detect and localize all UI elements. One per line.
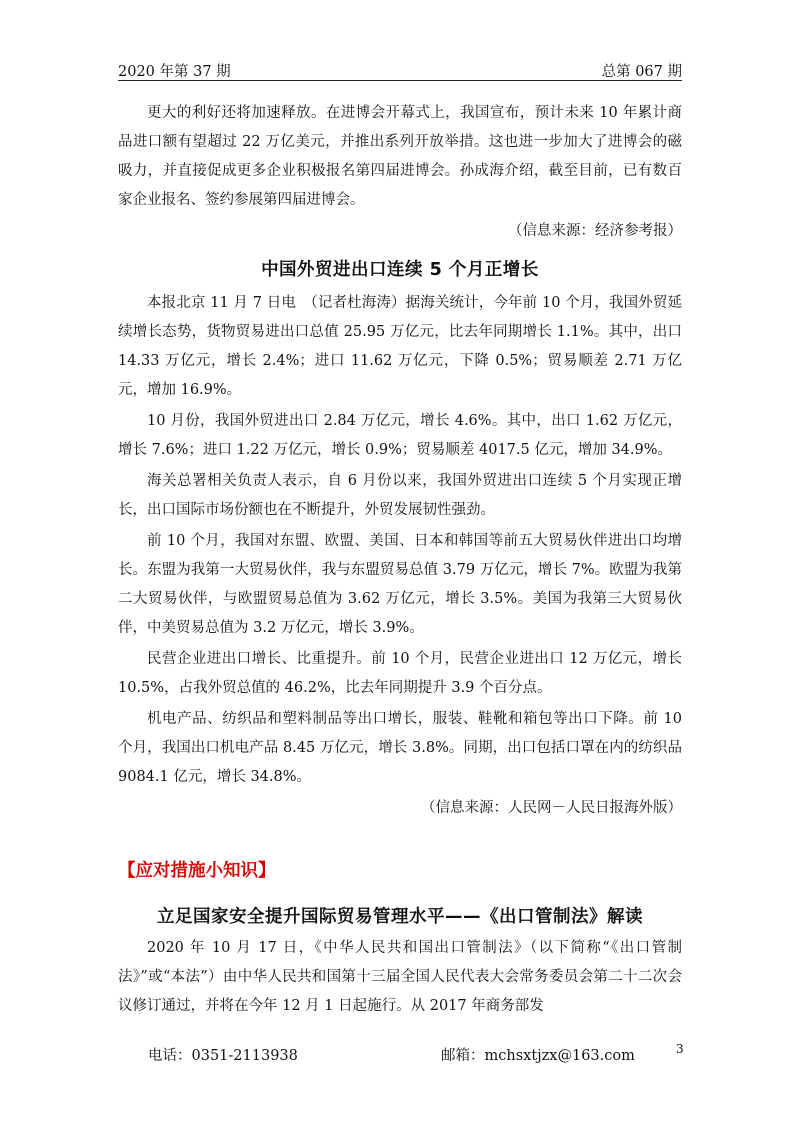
- total-issue-number: 总第 067 期: [601, 64, 682, 80]
- article1-source: （信息来源：人民网－人民日报海外版）: [421, 800, 682, 816]
- section-label: 【应对措施小知识】: [118, 861, 276, 881]
- article2-title: 立足国家安全提升国际贸易管理水平——《出口管制法》解读: [157, 907, 643, 927]
- article1-paragraph: 10 月份，我国外贸进出口 2.84 万亿元，增长 4.6%。其中，出口 1.62 万亿元，增长 7.6%；进口 1.22 万亿元，增长 0.9%；贸易顺差 4017.5 亿元，增加 34.9%。: [118, 413, 682, 458]
- article1-paragraph: 本报北京 11 月 7 日电 （记者杜海涛）据海关统计，今年前 10 个月，我国外贸延续增长态势，货物贸易进出口总值 25.95 万亿元，比去年同期增长 1.1%。其中，出口 14.33 万亿元，增长 2.4%；进口 11.62 万亿元，下降 0.5%；贸易顺差 2.71 万亿元，增加 16.9%。: [118, 295, 682, 398]
- article1-paragraph: 机电产品、纺织品和塑料制品等出口增长，服装、鞋靴和箱包等出口下降。前 10 个月，我国出口机电产品 8.45 万亿元，增长 3.8%。同期，出口包括口罩在内的纺织品 9084.1 亿元，增长 34.8%。: [118, 711, 682, 785]
- article1-title: 中国外贸进出口连续 5 个月正增长: [261, 260, 539, 280]
- intro-paragraph: 更大的利好还将加速释放。在进博会开幕式上，我国宣布，预计未来 10 年累计商品进口额有望超过 22 万亿美元，并推出系列开放举措。这也进一步加大了进博会的磁吸力，并直接促成更多企业积极报名第四届进博会。孙成海介绍，截至目前，已有数百家企业报名、签约参展第四届进博会。: [118, 105, 682, 208]
- issue-number: 2020 年第 37 期: [118, 64, 231, 80]
- page-number: 3: [676, 1042, 684, 1056]
- intro-source: （信息来源：经济参考报）: [508, 223, 682, 239]
- article1-paragraph: 前 10 个月，我国对东盟、欧盟、美国、日本和韩国等前五大贸易伙伴进出口均增长。东盟为我第一大贸易伙伴，我与东盟贸易总值 3.79 万亿元，增长 7%。欧盟为我第二大贸易伙伴，与欧盟贸易总值为 3.62 万亿元，增长 3.5%。美国为我第三大贸易伙伴，中美贸易总值为 3.2 万亿元，增长 3.9%。: [118, 533, 682, 636]
- article2-paragraph: 2020 年 10 月 17 日，《中华人民共和国出口管制法》（以下简称“《出口管制法》”或“本法”）由中华人民共和国第十三届全国人民代表大会常务委员会第二十二次会议修订通过，并将在今年 12 月 1 日起施行。从 2017 年商务部发: [118, 940, 682, 1014]
- footer-email: 邮箱：mchsxtjzx@163.com: [441, 1048, 635, 1064]
- article1-body: [118, 289, 682, 823]
- article1-paragraph: 民营企业进出口增长、比重提升。前 10 个月，民营企业进出口 12 万亿元，增长 10.5%，占我外贸总值的 46.2%，比去年同期提升 3.9 个百分点。: [118, 651, 682, 696]
- article2-body: [118, 934, 682, 1023]
- page-header: [118, 58, 682, 81]
- footer-phone: 电话：0351-2113938: [148, 1048, 298, 1064]
- article1-paragraph: 海关总署相关负责人表示，自 6 月份以来，我国外贸进出口连续 5 个月实现正增长，出口国际市场份额也在不断提升，外贸发展韧性强劲。: [118, 473, 682, 518]
- intro-block: [118, 99, 682, 246]
